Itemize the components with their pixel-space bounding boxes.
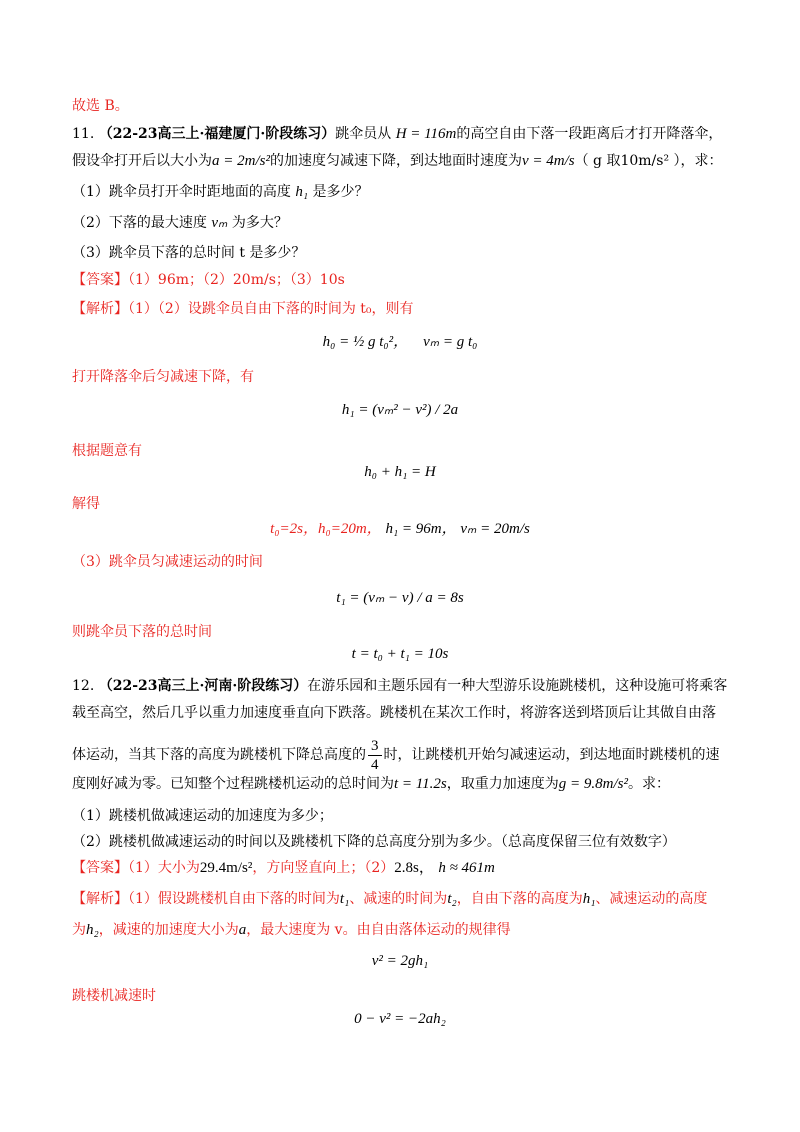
q12-equation-1: v² = 2gh₁ [371, 953, 429, 969]
q12-stem-text: 时，让跳楼机开始匀减速运动，到达地面时跳楼机的速 [383, 747, 720, 763]
q12-var-a: a [238, 922, 247, 938]
q12-number: 12. [72, 678, 95, 694]
q11-sub1-text: （1）跳伞员打开伞时距地面的高度 [72, 184, 291, 200]
q11-sub2-text: （2）下落的最大速度 [72, 215, 207, 231]
q12-answer [72, 858, 495, 878]
q12-var-t2: t₂ [447, 891, 457, 907]
q11-equation-1 [0, 330, 800, 351]
q11-equation-6: t = t₀ + t₁ = 10s [351, 646, 449, 662]
q12-fraction-numerator: 3 [368, 737, 382, 756]
q11-eq1-free-fall-height: h₀ = ½ g t₀²， [322, 334, 409, 350]
q12-analysis-text: （1）假设跳楼机自由下落的时间为 [128, 891, 340, 907]
q12-answer-text: （1）大小为 [128, 860, 200, 876]
q12-var-t1: t₁ [339, 891, 350, 907]
q12-total-time-value: t = 11.2s [394, 776, 447, 792]
q12-answer-label: 【答案】 [72, 860, 128, 876]
q11-text-5: （3）跳伞员匀减速运动的时间 [72, 554, 263, 570]
q11-height-value: H = 116m [395, 126, 457, 142]
q11-stem-text: 的高空自由下落一段距离后才打开降落伞， [456, 126, 723, 142]
q12-stem-text: 度刚好减为零。已知整个过程跳楼机运动的总时间为 [72, 776, 394, 792]
q12-stem-line-3 [72, 735, 720, 775]
q11-answer [72, 270, 345, 290]
q11-answer-text: （1）96m；（2）20m/s；（3）10s [128, 272, 345, 288]
q11-equation-2: h₁ = (vₘ² − v²) / 2a [341, 402, 459, 418]
q12-stem-text: 在游乐园和主题乐园有一种大型游乐设施跳楼机，这种设施可将乘客 [307, 678, 728, 694]
q12-var-h1: h₁ [582, 891, 596, 907]
q11-text-3: 根据题意有 [72, 443, 142, 459]
q12-analysis-text: 、减速的时间为 [349, 891, 448, 907]
q11-stem-text: 假设伞打开后以大小为 [72, 153, 212, 169]
q11-sub-question-3: （3）跳伞员下落的总时间 t 是多少？ [72, 245, 306, 261]
q11-analysis-label: 【解析】 [72, 301, 128, 317]
q12-analysis-text: ，自由下落的高度为 [456, 891, 583, 907]
q11-answer-label: 【答案】 [72, 272, 128, 288]
q12-fraction [368, 737, 382, 774]
q12-analysis-text: ，最大速度为 v。由自由落体运动的规律得 [246, 922, 511, 938]
q12-answer-height: h ≈ 461m [438, 860, 495, 876]
q11-text-2: 打开降落伞后匀减速下降，有 [72, 369, 254, 385]
q11-equation-4 [0, 517, 800, 538]
q12-fraction-denominator: 4 [371, 756, 379, 773]
q11-sub1-end: 是多少？ [312, 184, 369, 200]
q11-analysis [72, 299, 414, 319]
q12-analysis-text: 、减速运动的高度 [595, 891, 708, 907]
q12-source: （22-23高三上·河南·阶段练习） [98, 678, 308, 694]
q12-text-2: 跳楼机减速时 [72, 988, 156, 1004]
q11-eq1-max-velocity: vₘ = g t₀ [423, 334, 478, 350]
q12-analysis-line-2 [72, 920, 511, 940]
q11-acceleration-value: a = 2m/s² [212, 153, 270, 169]
q11-sub-question-2 [72, 213, 288, 233]
q12-analysis-label: 【解析】 [72, 891, 128, 907]
q11-gravity-note: （ g 取10m/s² ），求： [574, 153, 723, 169]
q12-answer-text: ，方向竖直向上；（2） [252, 860, 395, 876]
q11-stem-text: 跳伞员从 [335, 126, 392, 142]
q11-equation-3: h₀ + h₁ = H [364, 464, 436, 480]
q11-sub2-var: vₘ [211, 215, 228, 231]
q12-stem-text: ，取重力加速度为 [446, 776, 559, 792]
q12-answer-acceleration: 29.4m/s² [199, 860, 253, 876]
q12-stem-line-2: 载至高空，然后几乎以重力加速度垂直向下跌落。跳楼机在某次工作时，将游客送到塔顶后让其做自由落 [72, 705, 716, 721]
previous-answer: 故选 B。 [72, 98, 129, 114]
q11-velocity-value: v = 4m/s [521, 153, 575, 169]
q11-stem-line-1 [72, 124, 722, 144]
q11-source: （22-23高三上·福建厦门·阶段练习） [98, 126, 336, 142]
q11-text-4: 解得 [72, 496, 100, 512]
q12-sub-question-1: （1）跳楼机做减速运动的加速度为多少； [72, 808, 333, 824]
q12-analysis-text: ，减速的加速度大小为 [98, 922, 239, 938]
q11-number: 11. [72, 126, 95, 142]
q12-equation-2: 0 − v² = −2ah₂ [354, 1011, 446, 1027]
q11-eq4-red: t₀=2s，h₀=20m， [270, 521, 382, 537]
q11-sub1-var: h₁ [295, 184, 309, 200]
q12-stem-text: 体运动，当其下落的高度为跳楼机下降总高度的 [72, 747, 366, 763]
q12-analysis-line-1 [72, 889, 707, 909]
q12-stem-line-4 [72, 774, 670, 794]
q12-gravity-value: g = 9.8m/s² [558, 776, 628, 792]
q11-stem-line-2 [72, 151, 723, 171]
q12-analysis-text: 为 [72, 922, 86, 938]
q11-analysis-text: （1）（2）设跳伞员自由下落的时间为 t₀，则有 [128, 301, 414, 317]
q12-stem-text: 。求： [627, 776, 670, 792]
q11-stem-text: 的加速度匀减速下降，到达地面时速度为 [269, 153, 522, 169]
q11-sub2-end: 为多大？ [231, 215, 288, 231]
q11-text-6: 则跳伞员下落的总时间 [72, 624, 212, 640]
q12-var-h2: h₂ [86, 922, 99, 938]
q11-eq4-black: h₁ = 96m， vₘ = 20m/s [385, 521, 530, 537]
q11-equation-5: t₁ = (vₘ − v) / a = 8s [336, 590, 464, 606]
q12-sub-question-2: （2）跳楼机做减速运动的时间以及跳楼机下降的总高度分别为多少。（总高度保留三位有效数字） [72, 834, 676, 850]
q11-sub-question-1 [72, 182, 369, 202]
q12-stem-line-1 [72, 676, 727, 696]
q12-answer-time: 2.8s， [394, 860, 434, 876]
